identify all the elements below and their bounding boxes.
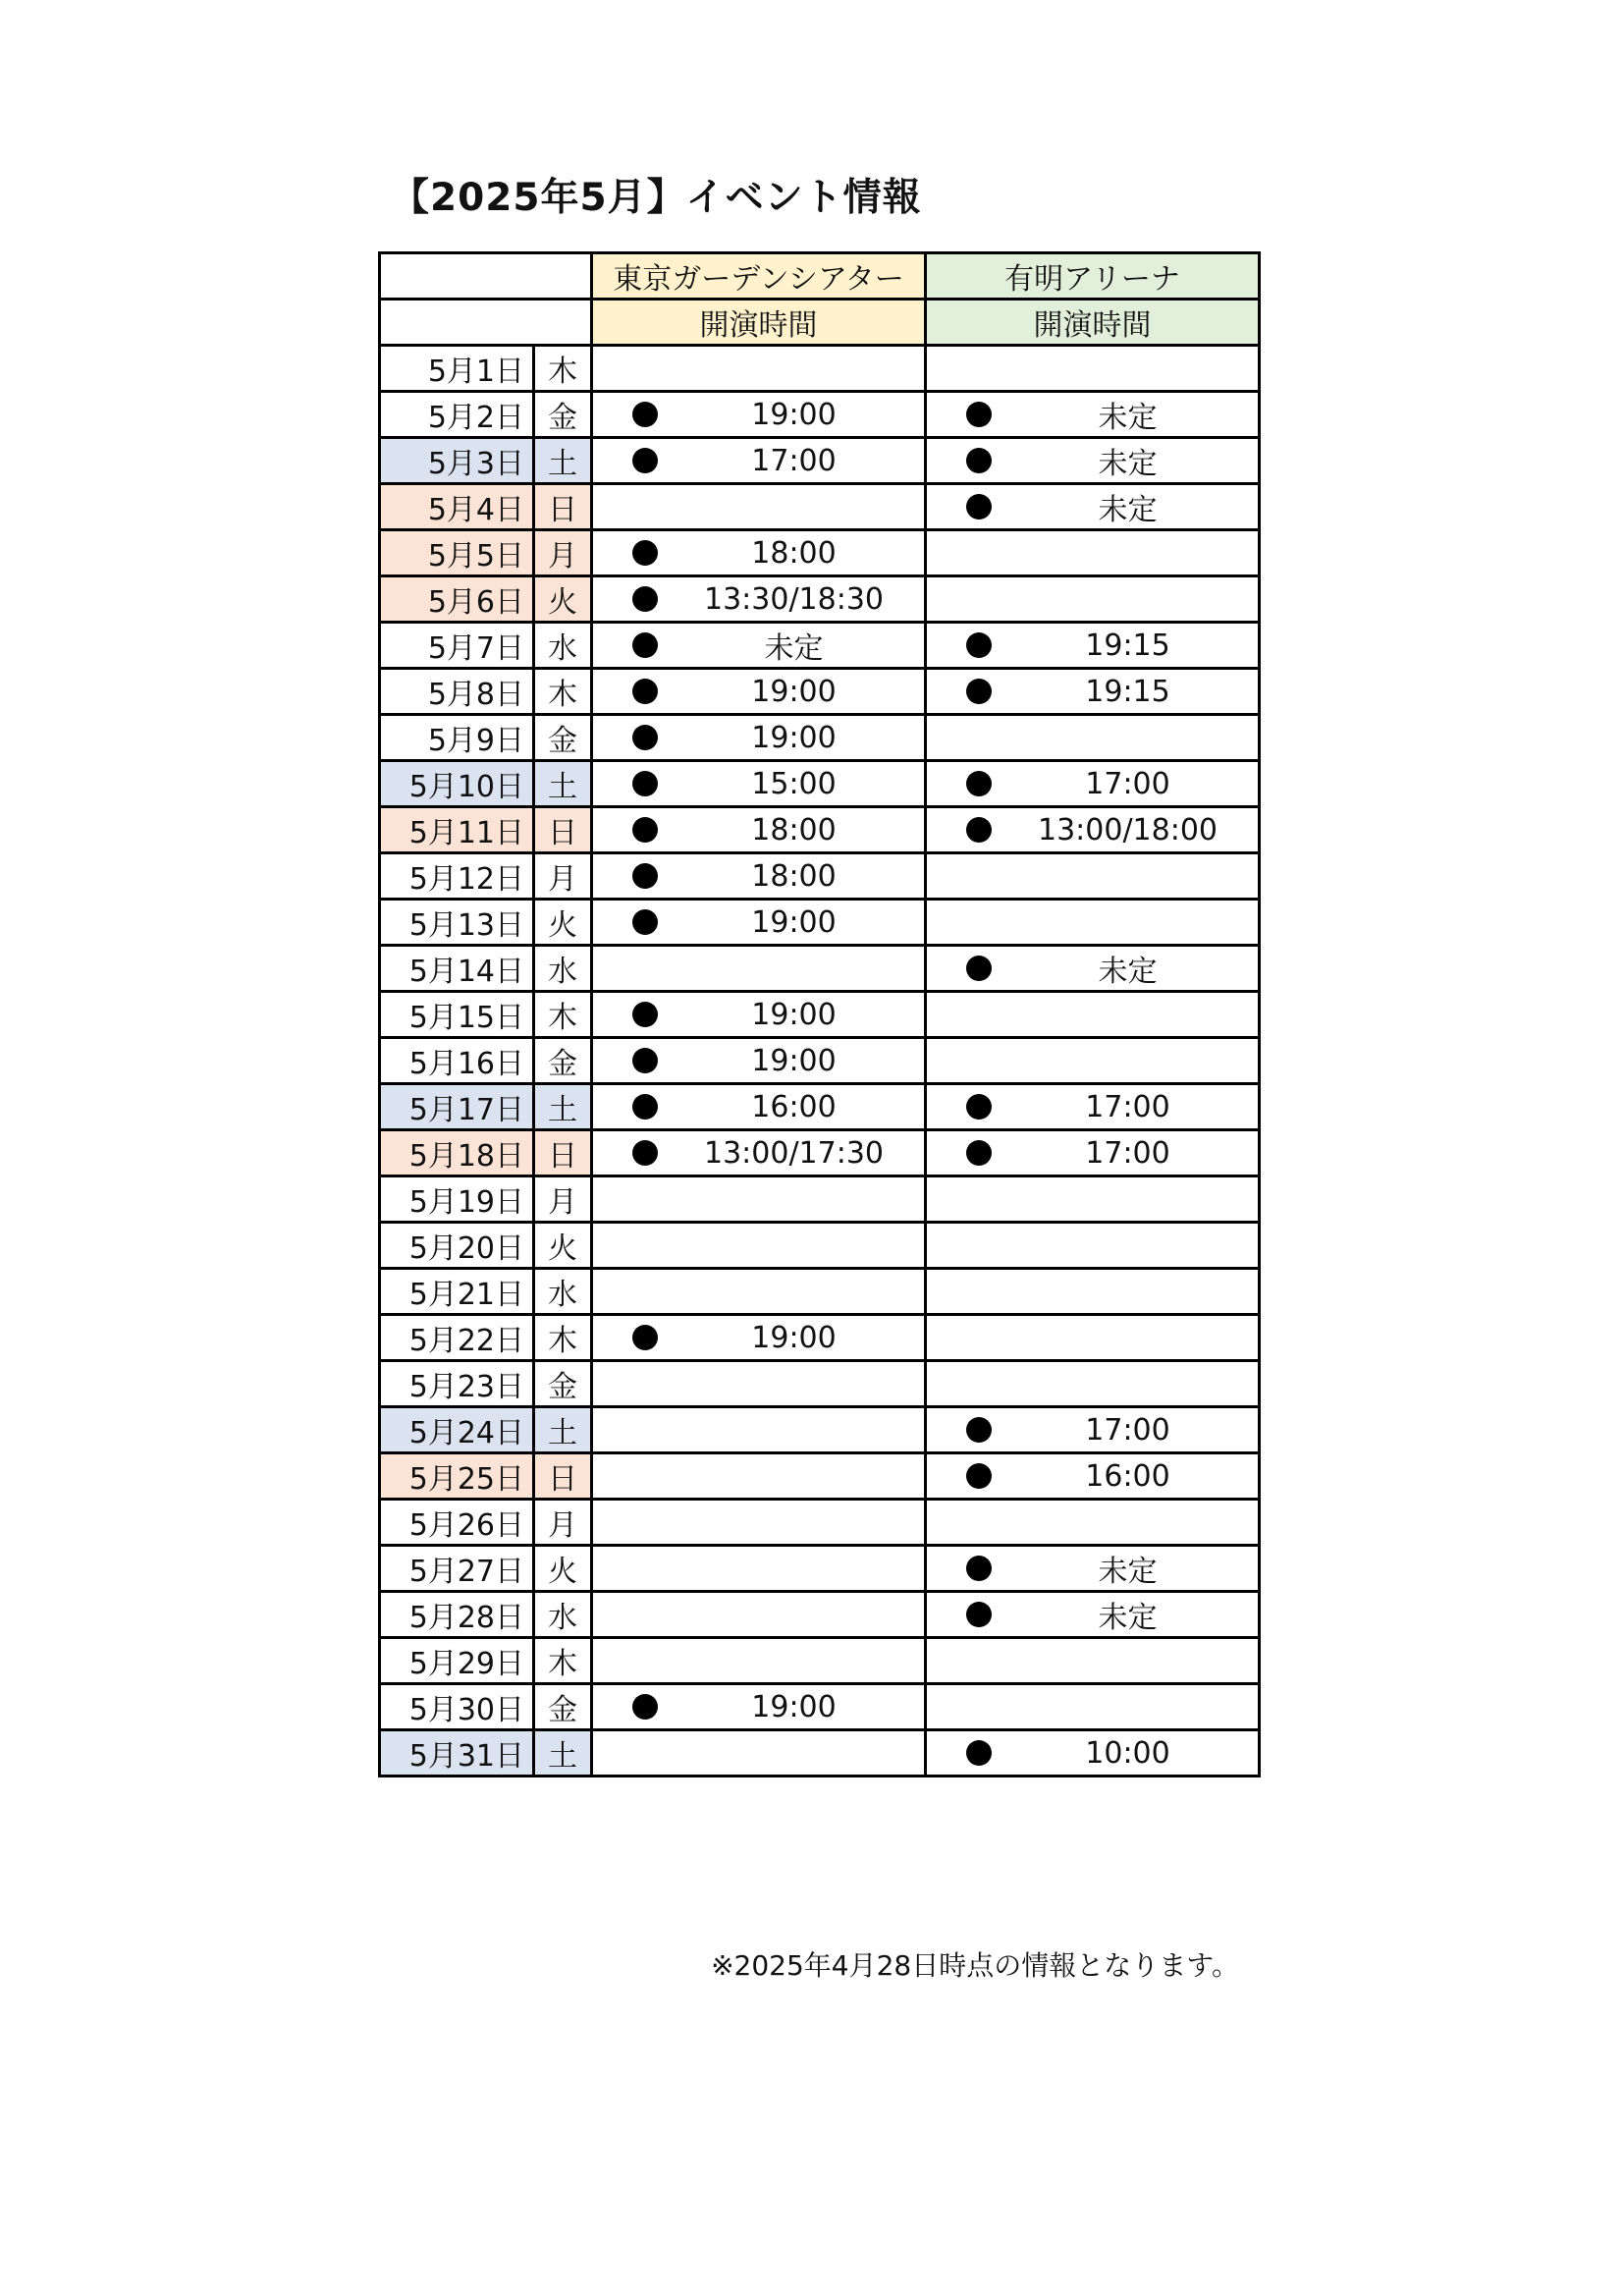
garden-theater-cell	[592, 992, 926, 1038]
subheader-row	[380, 300, 1260, 346]
event-dot-icon	[966, 679, 992, 704]
start-time-text: 17:00	[751, 443, 837, 478]
start-time-text: 16:00	[751, 1089, 837, 1124]
start-time-text: 未定	[1098, 955, 1158, 989]
schedule-row	[380, 992, 1260, 1038]
weekday-cell: 金	[534, 1361, 592, 1407]
start-time-text: 17:00	[1085, 1135, 1170, 1171]
date-cell: 5月30日	[380, 1684, 534, 1730]
schedule-row	[380, 761, 1260, 807]
event-dot-icon	[632, 402, 658, 427]
start-time-text: 未定	[1098, 1601, 1158, 1635]
schedule-row	[380, 530, 1260, 576]
date-cell: 5月1日	[380, 346, 534, 392]
event-dot-icon	[966, 494, 992, 519]
event-dot-icon	[632, 817, 658, 843]
start-time-text: 16:00	[1085, 1458, 1170, 1494]
weekday-cell: 火	[534, 1546, 592, 1592]
date-cell: 5月2日	[380, 392, 534, 438]
weekday-cell: 木	[534, 1315, 592, 1361]
ariake-arena-cell	[926, 1038, 1260, 1084]
start-time-header-ar: 開演時間	[926, 300, 1260, 346]
ariake-arena-cell	[926, 992, 1260, 1038]
event-dot-icon	[632, 679, 658, 704]
event-dot-icon	[632, 725, 658, 750]
date-cell: 5月11日	[380, 807, 534, 853]
event-dot-icon	[966, 956, 992, 981]
weekday-cell: 木	[534, 992, 592, 1038]
weekday-cell: 土	[534, 438, 592, 484]
weekday-cell: 水	[534, 1592, 592, 1638]
ariake-arena-cell	[926, 1407, 1260, 1453]
date-cell: 5月26日	[380, 1500, 534, 1546]
schedule-row	[380, 1638, 1260, 1684]
garden-theater-cell	[592, 1269, 926, 1315]
garden-theater-cell	[592, 576, 926, 623]
date-cell: 5月23日	[380, 1361, 534, 1407]
schedule-row	[380, 1361, 1260, 1407]
weekday-cell: 金	[534, 1038, 592, 1084]
event-dot-icon	[966, 1094, 992, 1120]
start-time-text: 18:00	[751, 812, 837, 847]
schedule-row	[380, 853, 1260, 900]
ariake-arena-cell	[926, 438, 1260, 484]
ariake-arena-cell	[926, 900, 1260, 946]
date-cell: 5月13日	[380, 900, 534, 946]
event-dot-icon	[966, 1463, 992, 1489]
garden-theater-cell	[592, 1130, 926, 1176]
ariake-arena-cell	[926, 946, 1260, 992]
date-cell: 5月29日	[380, 1638, 534, 1684]
start-time-text: 19:00	[751, 674, 837, 709]
weekday-cell: 月	[534, 1176, 592, 1223]
date-cell: 5月6日	[380, 576, 534, 623]
date-cell: 5月12日	[380, 853, 534, 900]
start-time-text: 13:00/17:30	[703, 1135, 885, 1171]
schedule-row	[380, 346, 1260, 392]
event-dot-icon	[966, 632, 992, 658]
garden-theater-cell	[592, 1684, 926, 1730]
ariake-arena-cell	[926, 1130, 1260, 1176]
ariake-arena-cell	[926, 484, 1260, 530]
start-time-header-gt: 開演時間	[592, 300, 926, 346]
date-cell: 5月25日	[380, 1453, 534, 1500]
schedule-row	[380, 623, 1260, 669]
garden-theater-cell	[592, 807, 926, 853]
ariake-arena-cell	[926, 623, 1260, 669]
schedule-row	[380, 1223, 1260, 1269]
schedule-row	[380, 1038, 1260, 1084]
weekday-cell: 月	[534, 530, 592, 576]
venue-header-ariake-arena: 有明アリーナ	[926, 253, 1260, 300]
garden-theater-cell	[592, 1176, 926, 1223]
ariake-arena-cell	[926, 346, 1260, 392]
start-time-text: 19:00	[751, 1043, 837, 1078]
schedule-row	[380, 1269, 1260, 1315]
schedule-row	[380, 1453, 1260, 1500]
weekday-cell: 金	[534, 392, 592, 438]
garden-theater-cell	[592, 1084, 926, 1130]
date-cell: 5月31日	[380, 1730, 534, 1777]
start-time-text: 18:00	[751, 858, 837, 894]
ariake-arena-cell	[926, 853, 1260, 900]
subheader-blank-cell	[380, 300, 592, 346]
page-title: 【2025年5月】イベント情報	[391, 176, 922, 220]
event-dot-icon	[632, 1325, 658, 1350]
schedule-row	[380, 1315, 1260, 1361]
event-dot-icon	[632, 448, 658, 473]
date-cell: 5月28日	[380, 1592, 534, 1638]
date-cell: 5月10日	[380, 761, 534, 807]
start-time-text: 17:00	[1085, 766, 1170, 801]
schedule-row	[380, 715, 1260, 761]
start-time-text: 13:30/18:30	[703, 581, 885, 617]
garden-theater-cell	[592, 761, 926, 807]
schedule-row	[380, 1176, 1260, 1223]
event-dot-icon	[632, 1694, 658, 1720]
garden-theater-cell	[592, 1223, 926, 1269]
event-dot-icon	[632, 1140, 658, 1166]
garden-theater-cell	[592, 1592, 926, 1638]
schedule-row	[380, 1730, 1260, 1777]
event-dot-icon	[632, 586, 658, 612]
event-dot-icon	[632, 1094, 658, 1120]
weekday-cell: 日	[534, 807, 592, 853]
weekday-cell: 土	[534, 1730, 592, 1777]
garden-theater-cell	[592, 623, 926, 669]
schedule-row	[380, 392, 1260, 438]
date-cell: 5月19日	[380, 1176, 534, 1223]
event-dot-icon	[966, 817, 992, 843]
weekday-cell: 金	[534, 715, 592, 761]
date-cell: 5月20日	[380, 1223, 534, 1269]
ariake-arena-cell	[926, 807, 1260, 853]
garden-theater-cell	[592, 1500, 926, 1546]
ariake-arena-cell	[926, 576, 1260, 623]
date-cell: 5月16日	[380, 1038, 534, 1084]
weekday-cell: 土	[534, 1084, 592, 1130]
weekday-cell: 水	[534, 1269, 592, 1315]
header-blank-cell	[380, 253, 592, 300]
ariake-arena-cell	[926, 1269, 1260, 1315]
garden-theater-cell	[592, 1407, 926, 1453]
schedule-row	[380, 1130, 1260, 1176]
schedule-row	[380, 1684, 1260, 1730]
ariake-arena-cell	[926, 669, 1260, 715]
date-cell: 5月9日	[380, 715, 534, 761]
weekday-cell: 木	[534, 1638, 592, 1684]
ariake-arena-cell	[926, 1315, 1260, 1361]
garden-theater-cell	[592, 1730, 926, 1777]
ariake-arena-cell	[926, 392, 1260, 438]
event-schedule-table	[378, 251, 1261, 1777]
date-cell: 5月18日	[380, 1130, 534, 1176]
schedule-row	[380, 900, 1260, 946]
start-time-text: 19:15	[1085, 674, 1170, 709]
garden-theater-cell	[592, 1315, 926, 1361]
garden-theater-cell	[592, 669, 926, 715]
start-time-text: 17:00	[1085, 1089, 1170, 1124]
ariake-arena-cell	[926, 1453, 1260, 1500]
start-time-text: 19:00	[751, 397, 837, 432]
start-time-text: 15:00	[751, 766, 837, 801]
start-time-text: 未定	[1098, 1555, 1158, 1589]
ariake-arena-cell	[926, 1592, 1260, 1638]
date-cell: 5月24日	[380, 1407, 534, 1453]
event-dot-icon	[966, 1602, 992, 1627]
schedule-row	[380, 1592, 1260, 1638]
event-dot-icon	[966, 1140, 992, 1166]
event-dot-icon	[966, 1740, 992, 1766]
footnote: ※2025年4月28日時点の情報となります。	[711, 1949, 1239, 1982]
event-dot-icon	[632, 909, 658, 935]
date-cell: 5月5日	[380, 530, 534, 576]
weekday-cell: 水	[534, 623, 592, 669]
start-time-text: 19:00	[751, 904, 837, 940]
garden-theater-cell	[592, 900, 926, 946]
start-time-text: 未定	[1098, 493, 1158, 527]
event-dot-icon	[632, 540, 658, 566]
weekday-cell: 日	[534, 484, 592, 530]
garden-theater-cell	[592, 530, 926, 576]
ariake-arena-cell	[926, 1084, 1260, 1130]
garden-theater-cell	[592, 715, 926, 761]
schedule-row	[380, 576, 1260, 623]
weekday-cell: 木	[534, 669, 592, 715]
date-cell: 5月22日	[380, 1315, 534, 1361]
garden-theater-cell	[592, 1453, 926, 1500]
date-cell: 5月7日	[380, 623, 534, 669]
ariake-arena-cell	[926, 1684, 1260, 1730]
date-cell: 5月27日	[380, 1546, 534, 1592]
weekday-cell: 土	[534, 761, 592, 807]
start-time-text: 13:00/18:00	[1037, 812, 1218, 847]
ariake-arena-cell	[926, 715, 1260, 761]
weekday-cell: 月	[534, 1500, 592, 1546]
start-time-text: 19:00	[751, 1320, 837, 1355]
start-time-text: 未定	[764, 631, 824, 666]
start-time-text: 19:00	[751, 720, 837, 755]
ariake-arena-cell	[926, 530, 1260, 576]
garden-theater-cell	[592, 1361, 926, 1407]
start-time-text: 19:15	[1085, 628, 1170, 663]
date-cell: 5月4日	[380, 484, 534, 530]
ariake-arena-cell	[926, 1176, 1260, 1223]
start-time-text: 17:00	[1085, 1412, 1170, 1448]
ariake-arena-cell	[926, 1500, 1260, 1546]
event-dot-icon	[966, 402, 992, 427]
event-dot-icon	[632, 1002, 658, 1027]
garden-theater-cell	[592, 1546, 926, 1592]
start-time-text: 未定	[1098, 401, 1158, 435]
start-time-text: 18:00	[751, 535, 837, 571]
weekday-cell: 火	[534, 1223, 592, 1269]
venue-header-row	[380, 253, 1260, 300]
weekday-cell: 金	[534, 1684, 592, 1730]
start-time-text: 10:00	[1085, 1735, 1170, 1771]
event-dot-icon	[966, 1556, 992, 1581]
event-dot-icon	[966, 771, 992, 796]
garden-theater-cell	[592, 392, 926, 438]
schedule-row	[380, 1500, 1260, 1546]
garden-theater-cell	[592, 1638, 926, 1684]
event-dot-icon	[966, 448, 992, 473]
ariake-arena-cell	[926, 1546, 1260, 1592]
event-dot-icon	[632, 632, 658, 658]
date-cell: 5月14日	[380, 946, 534, 992]
start-time-text: 19:00	[751, 1689, 837, 1724]
date-cell: 5月3日	[380, 438, 534, 484]
schedule-row	[380, 1546, 1260, 1592]
weekday-cell: 火	[534, 576, 592, 623]
start-time-text: 未定	[1098, 447, 1158, 481]
venue-header-tokyo-garden-theater: 東京ガーデンシアター	[592, 253, 926, 300]
garden-theater-cell	[592, 853, 926, 900]
ariake-arena-cell	[926, 761, 1260, 807]
schedule-row	[380, 1084, 1260, 1130]
date-cell: 5月21日	[380, 1269, 534, 1315]
schedule-row	[380, 946, 1260, 992]
garden-theater-cell	[592, 346, 926, 392]
schedule-row	[380, 484, 1260, 530]
weekday-cell: 日	[534, 1130, 592, 1176]
ariake-arena-cell	[926, 1223, 1260, 1269]
ariake-arena-cell	[926, 1730, 1260, 1777]
weekday-cell: 木	[534, 346, 592, 392]
weekday-cell: 月	[534, 853, 592, 900]
date-cell: 5月15日	[380, 992, 534, 1038]
schedule-row	[380, 1407, 1260, 1453]
event-dot-icon	[966, 1417, 992, 1443]
date-cell: 5月8日	[380, 669, 534, 715]
event-dot-icon	[632, 863, 658, 889]
ariake-arena-cell	[926, 1638, 1260, 1684]
event-dot-icon	[632, 1048, 658, 1073]
garden-theater-cell	[592, 438, 926, 484]
date-cell: 5月17日	[380, 1084, 534, 1130]
weekday-cell: 火	[534, 900, 592, 946]
schedule-row	[380, 438, 1260, 484]
weekday-cell: 日	[534, 1453, 592, 1500]
event-dot-icon	[632, 771, 658, 796]
ariake-arena-cell	[926, 1361, 1260, 1407]
garden-theater-cell	[592, 1038, 926, 1084]
weekday-cell: 土	[534, 1407, 592, 1453]
schedule-row	[380, 669, 1260, 715]
start-time-text: 19:00	[751, 997, 837, 1032]
schedule-row	[380, 807, 1260, 853]
garden-theater-cell	[592, 946, 926, 992]
garden-theater-cell	[592, 484, 926, 530]
weekday-cell: 水	[534, 946, 592, 992]
